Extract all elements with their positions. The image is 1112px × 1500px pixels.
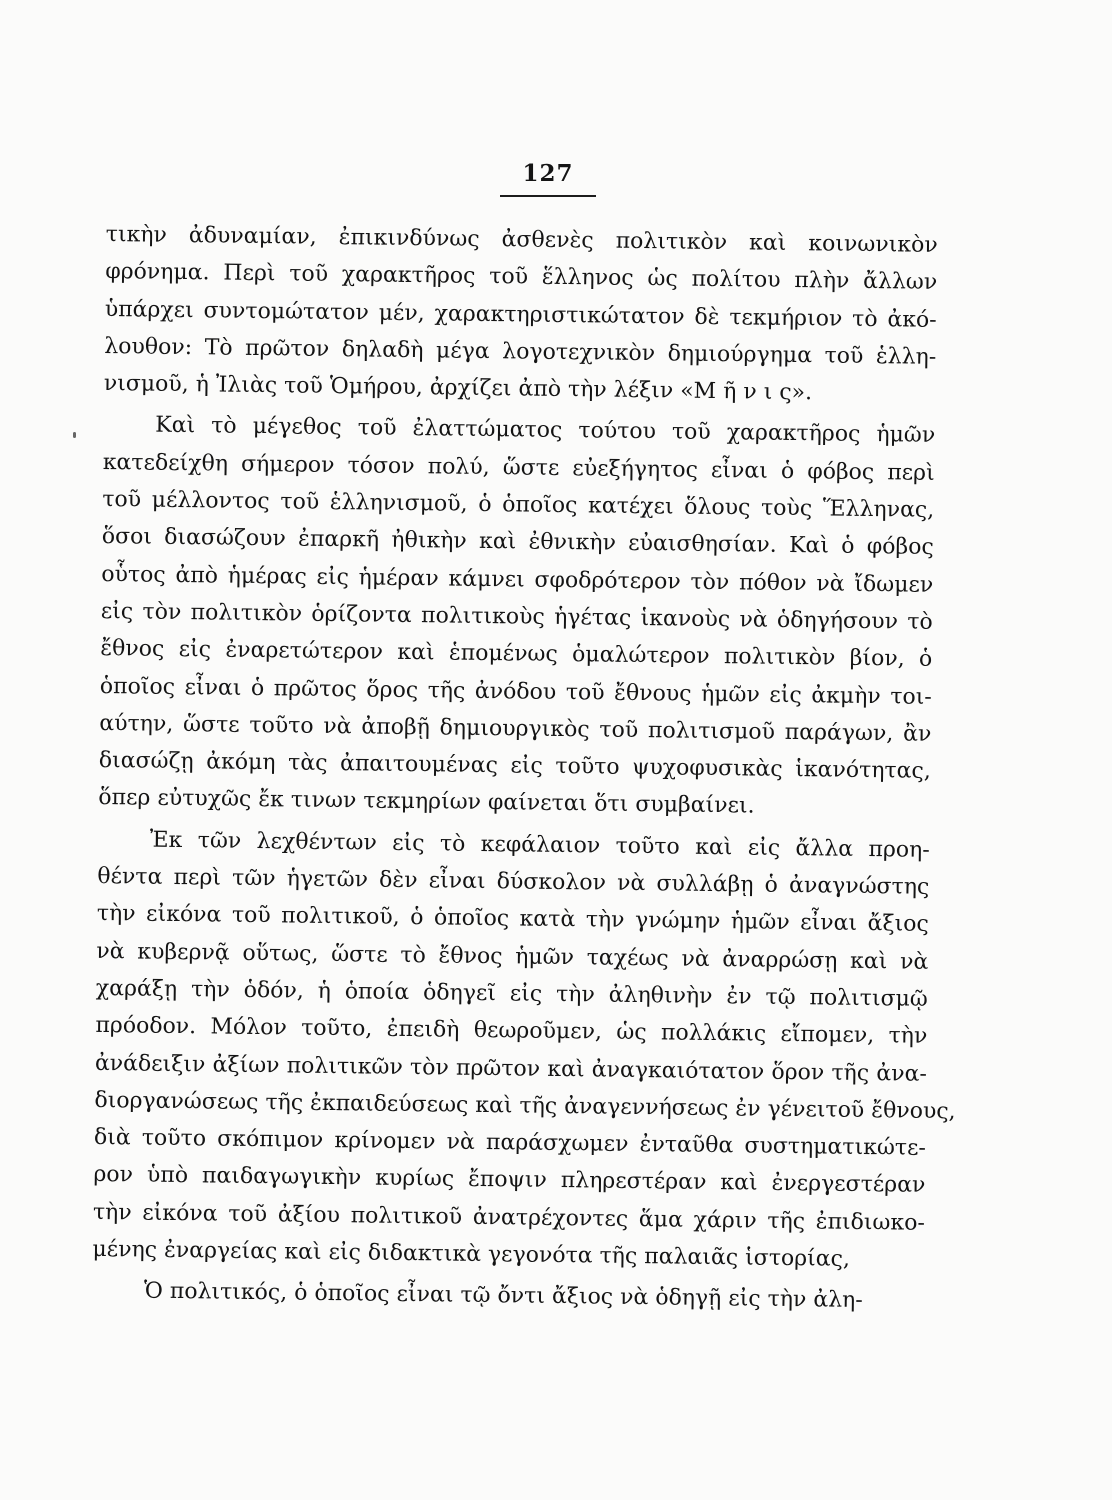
text-line: ρον ὑπὸ παιδαγωγικὴν κυρίως ἔποψιν πληρεστέραν καὶ ἐνεργεστέραν — [93, 1162, 926, 1199]
text-line: ἔθνος εἰς ἐναρετώτερον καὶ ἑπομένως ὁμαλώτερον πολιτικὸν βίον, ὁ — [100, 636, 933, 673]
text-line: τὴν εἰκόνα τοῦ πολιτικοῦ, ὁ ὁποῖος κατὰ τὴν γνώμην ἡμῶν εἶναι ἄξιος — [96, 901, 929, 938]
body-text — [92, 216, 956, 1320]
paragraph — [98, 406, 935, 827]
text-line: μένης ἐναργείας καὶ εἰς διδακτικὰ γεγονότα τῆς παλαιᾶς ἱστορίας, — [92, 1236, 851, 1272]
text-line: τὴν εἰκόνα τοῦ ἀξίου πολιτικοῦ ἀνατρέχοντες ἅμα χάριν τῆς ἐπιδιωκο- — [92, 1199, 926, 1236]
scan-speck — [73, 432, 76, 438]
text-line: αύτην, ὥστε τοῦτο νὰ ἀποβῇ δημιουργικὸς τοῦ πολιτισμοῦ παράγων, ἂν — [99, 710, 932, 747]
page-number-rule — [500, 195, 596, 197]
text-line: φρόνημα. Περὶ τοῦ χαρακτῆρος τοῦ ἕλληνος ὡς πολίτου πλὴν ἄλλων — [105, 259, 938, 296]
text-line: πρόοδον. Μόλον τοῦτο, ἐπειδὴ θεωροῦμεν, ὡς πολλάκις εἴπομεν, τὴν — [95, 1013, 928, 1050]
text-line: διοργανώσεως τῆς ἐκπαιδεύσεως καὶ τῆς ἀναγεννήσεως ἐν γένειτοῦ ἔθνους, — [94, 1087, 956, 1125]
text-line: οὗτος ἀπὸ ἡμέρας εἰς ἡμέραν κάμνει σφοδρότερον τὸν πόθον νὰ ἴδωμεν — [101, 561, 934, 598]
text-line: τικὴν ἀδυναμίαν, ἐπικινδύνως ἀσθενὲς πολιτικὸν καὶ κοινωνικὸν — [105, 221, 938, 258]
text-line: ὁποῖος εἶναι ὁ πρῶτος ὅρος τῆς ἀνόδου τοῦ ἔθνους ἡμῶν εἰς ἀκμὴν τοι- — [99, 673, 932, 710]
text-line: Ὁ πολιτικός, ὁ ὁποῖος εἶναι τῷ ὄντι ἄξιος νὰ ὁδηγῇ εἰς τὴν ἀλη- — [143, 1278, 863, 1314]
text-line: ἀνάδειξιν ἀξίων πολιτικῶν τὸν πρῶτον καὶ ἀναγκαιότατον ὅρον τῆς ἀνα- — [94, 1050, 928, 1087]
text-line: νισμοῦ, ἡ Ἰλιὰς τοῦ Ὁμήρου, ἀρχίζει ἀπὸ τὴν λέξιν «Μ ῆ ν ι ς». — [103, 371, 813, 406]
text-line: εἰς τὸν πολιτικὸν ὁρίζοντα πολιτικοὺς ἡγέτας ἱκανοὺς νὰ ὁδηγήσουν τὸ — [100, 598, 933, 635]
page-number: 127 — [522, 160, 574, 187]
text-line: λουθον: Τὸ πρῶτον δηλαδὴ μέγα λογοτεχνικὸν δημιούργημα τοῦ ἑλλη- — [104, 333, 937, 370]
paragraph — [104, 216, 938, 413]
text-line: ὑπάρχει συντομώτατον μέν, χαρακτηριστικώτατον δὲ τεκμήριον τὸ ἀκό- — [104, 296, 937, 333]
text-line: Καὶ τὸ μέγεθος τοῦ ἐλαττώματος τούτου τοῦ χαρακτῆρος ἡμῶν — [155, 413, 936, 449]
text-line: νὰ κυβερνᾷ οὕτως, ὥστε τὸ ἔθνος ἡμῶν ταχέως νὰ ἀναρρώσῃ καὶ νὰ — [96, 938, 929, 975]
text-line: διὰ τοῦτο σκόπιμον κρίνομεν νὰ παράσχωμεν ἐνταῦθα συστηματικώτε- — [93, 1125, 927, 1161]
text-line: ὅσοι διασώζουν ἐπαρκῆ ἠθικὴν καὶ ἐθνικὴν εὐαισθησίαν. Καὶ ὁ φόβος — [101, 524, 934, 561]
paragraph — [92, 821, 956, 1279]
text-line: χαράξῃ τὴν ὁδόν, ἡ ὁποία ὁδηγεῖ εἰς τὴν ἀληθινὴν ἐν τῷ πολιτισμῷ — [95, 975, 928, 1012]
text-line: ὅπερ εὐτυχῶς ἔκ τινων τεκμηρίων φαίνεται ὅτι συμβαίνει. — [98, 785, 755, 819]
text-line: τοῦ μέλλοντος τοῦ ἑλληνισμοῦ, ὁ ὁποῖος κατέχει ὅλους τοὺς Ἕλληνας, — [102, 487, 935, 523]
text-line: θέντα περὶ τῶν ἡγετῶν δὲν εἶναι δύσκολον νὰ συλλάβῃ ὁ ἀναγνώστης — [97, 863, 930, 900]
text-line: Ἐκ τῶν λεχθέντων εἰς τὸ κεφάλαιον τοῦτο καὶ εἰς ἄλλα προη- — [149, 827, 930, 863]
text-line: διασώζῃ ἀκόμη τὰς ἀπαιτουμένας εἰς τοῦτο ψυχοφυσικὰς ἱκανότητας, — [98, 748, 931, 784]
text-line: κατεδείχθη σήμερον τόσον πολύ, ὥστε εὐεξήγητος εἶναι ὁ φόβος περὶ — [102, 449, 935, 486]
